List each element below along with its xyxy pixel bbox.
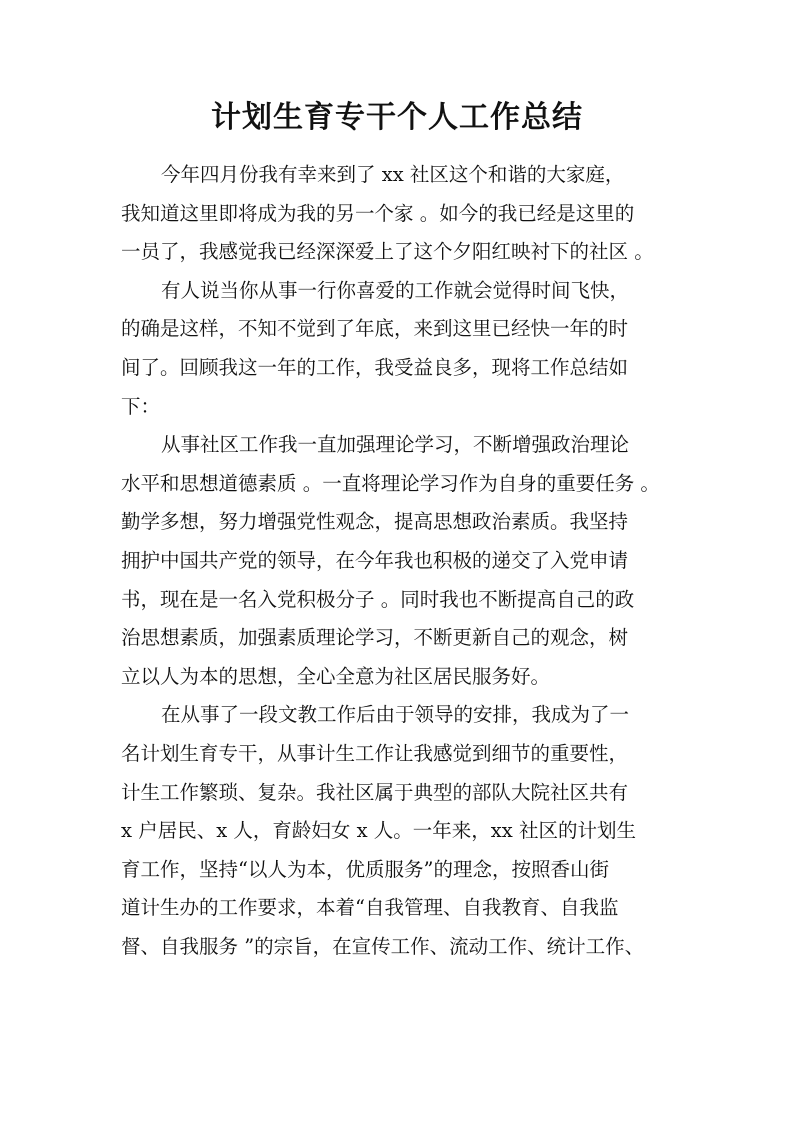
- paragraph: [121, 696, 681, 966]
- text-line: 道计生办的工作要求，本着“自我管理、自我教育、自我监: [121, 896, 619, 920]
- text-line: 我知道这里即将成为我的另一个家 。如今的我已经是这里的: [121, 201, 635, 225]
- text-line: 在从事了一段文教工作后由于领导的安排，我成为了一: [161, 703, 630, 727]
- text-line: 计生工作繁琐、复杂。我社区属于典型的部队大院社区共有: [121, 780, 629, 804]
- text-line: 水平和思想道德素质 。一直将理论学习作为自身的重要任务 。: [121, 471, 660, 495]
- text-line: 勤学多想，努力增强党性观念，提高思想政治素质。我坚持: [121, 510, 629, 534]
- text-line: 今年四月份我有幸来到了 xx 社区这个和谐的大家庭，: [161, 163, 625, 186]
- text-line: x 户居民、x 人，育龄妇女 x 人。一年来，xx 社区的计划生: [121, 819, 636, 843]
- text-line: 有人说当你从事一行你喜爱的工作就会觉得时间飞快，: [161, 278, 630, 302]
- text-line: 下：: [121, 394, 161, 418]
- text-line: 的确是这样，不知不觉到了年底，来到这里已经快一年的时: [121, 317, 629, 341]
- text-line: 督、自我服务 ”的宗旨，在宣传工作、流动工作、统计工作、: [121, 934, 645, 958]
- text-line: 育工作，坚持“以人为本，优质服务”的理念，按照香山街: [121, 857, 609, 881]
- text-line: 一员了，我感觉我已经深深爱上了这个夕阳红映衬下的社区 。: [121, 240, 654, 264]
- text-line: 治思想素质，加强素质理论学习，不断更新自己的观念，树: [121, 626, 629, 650]
- text-line: 立以人为本的思想，全心全意为社区居民服务好。: [121, 664, 551, 688]
- text-line: 间了。回顾我这一年的工作，我受益良多，现将工作总结如: [121, 355, 629, 379]
- text-line: 名计划生育专干，从事计生工作让我感觉到细节的重要性，: [121, 741, 629, 765]
- text-line: 书，现在是一名入党积极分子 。同时我也不断提高自己的政: [121, 587, 635, 611]
- text-line: 从事社区工作我一直加强理论学习，不断增强政治理论: [161, 433, 630, 457]
- document-title: 计划生育专干个人工作总结: [211, 100, 583, 135]
- document-body: [121, 156, 681, 966]
- text-line: 拥护中国共产党的领导，在今年我也积极的递交了入党申请: [121, 548, 629, 572]
- paragraph: [121, 272, 681, 426]
- paragraph: [121, 156, 681, 272]
- paragraph: [121, 426, 681, 696]
